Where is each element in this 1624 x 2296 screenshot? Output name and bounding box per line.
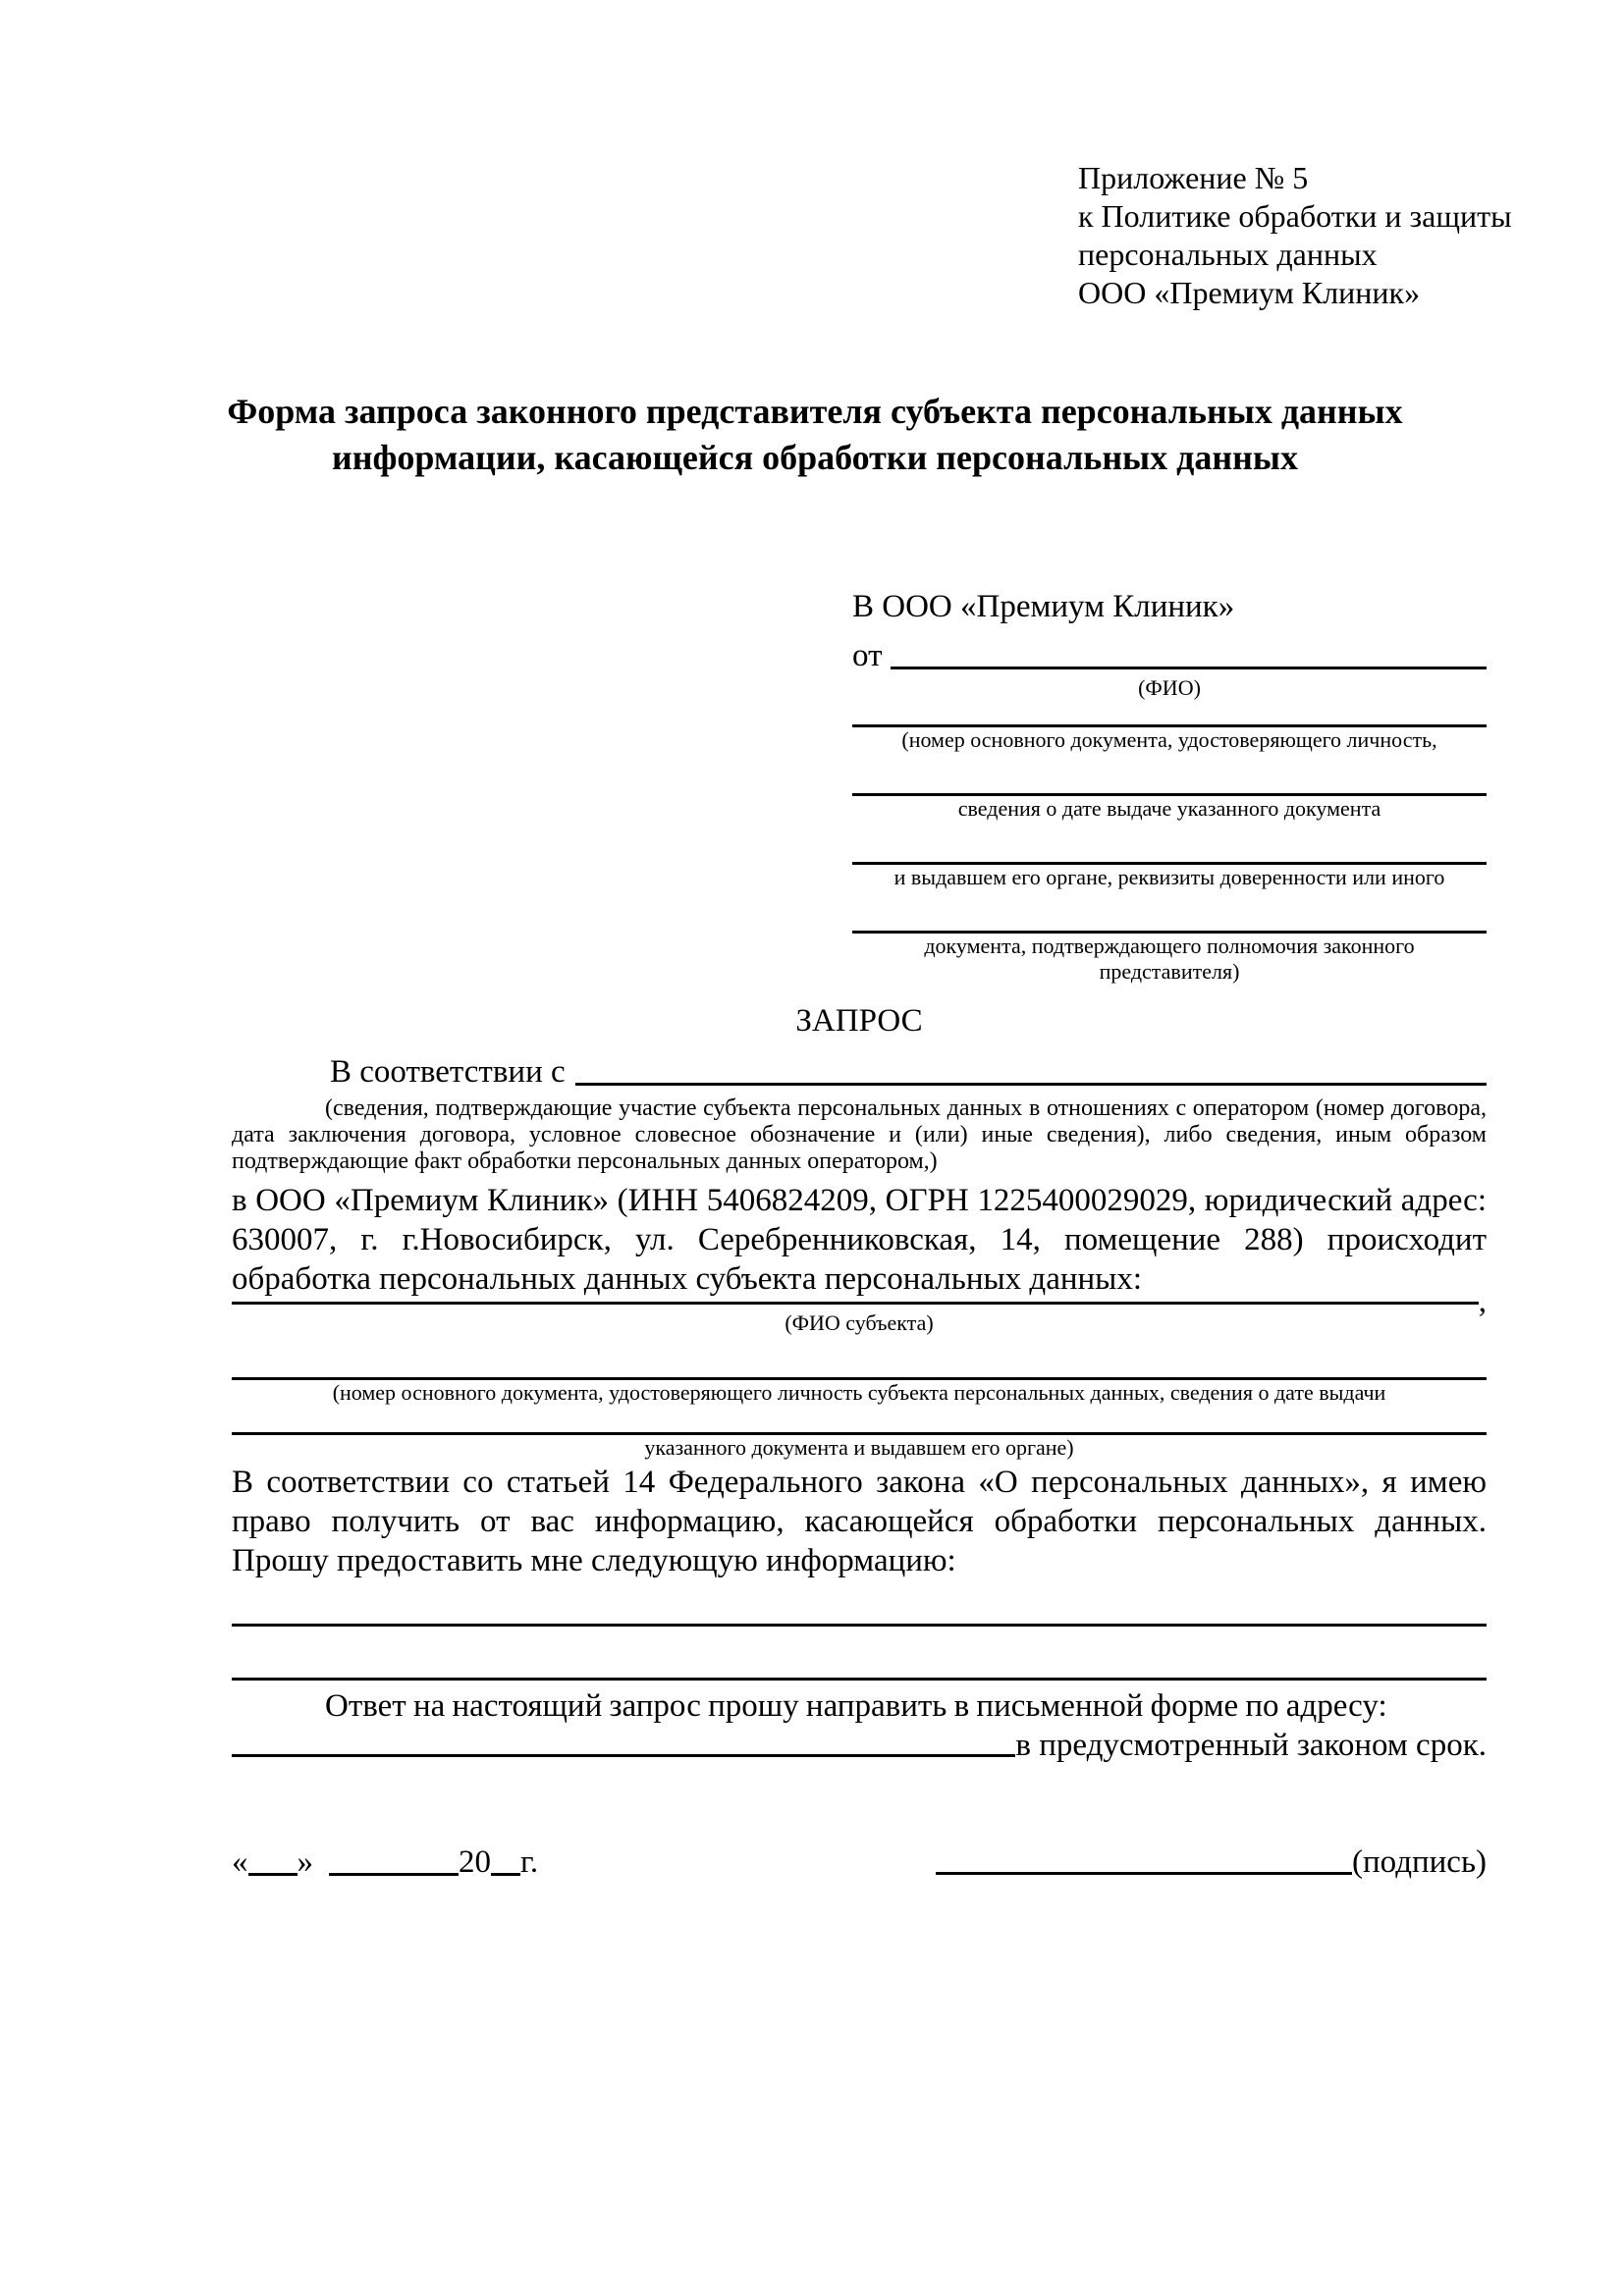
rep-doc-caption-2: сведения о дате выдаче указанного документа (957, 796, 1381, 821)
rep-doc-blank-line-3 (852, 822, 1487, 865)
answer-tail: в предусмотренный законом срок. (1015, 1728, 1487, 1763)
answer-paragraph: Ответ на настоящий запрос прошу направить в письменной форме по адресу: (325, 1688, 1387, 1724)
addressee-from-row (852, 636, 1487, 675)
date-month-blank (329, 1873, 459, 1876)
subject-doc-blank-line-2 (232, 1406, 1487, 1435)
accordance-caption: (сведения, подтверждающие участие субъекта персональных данных в отношениях с оператором (номер договора, дата заключения договора, условное словесное обозначение и (или) иные сведения), либо сведения, иным образом подтверждающие факт обработки персональных данных оператором,) (232, 1095, 1487, 1174)
accordance-row (232, 1052, 1487, 1092)
annex-line-1: Приложение № 5 (1078, 160, 1309, 195)
addressee-block (852, 587, 1487, 985)
subject-doc-blank-line-1 (232, 1336, 1487, 1380)
info-blank-line-1 (232, 1580, 1487, 1627)
law-paragraph: В соответствии со статьей 14 Федерального закона «О персональных данных», я имею право получить от вас информацию, касающейся обработки персональных данных. Прошу предоставить мне следующую информацию: (232, 1465, 1487, 1578)
request-heading: ЗАПРОС (795, 1003, 923, 1039)
subject-fio-blank-line (232, 1287, 1479, 1305)
operator-paragraph: в ООО «Премиум Клиник» (ИНН 5406824209, ОГРН 1225400029029, юридический адрес: 630007, г. г.Новосибирск, ул. Серебренниковская, 14, помещение 288) происходит обработка персональных данных субъекта персональных данных: (232, 1183, 1487, 1297)
subject-doc-caption-2: указанного документа и выдавшем его органе) (644, 1435, 1074, 1460)
addressee-to: В ООО «Премиум Клиник» (852, 589, 1235, 624)
signature-block (936, 1842, 1487, 1883)
date-year-prefix: 20 (459, 1844, 491, 1880)
request-body (232, 1001, 1487, 1765)
date-year-blank (491, 1873, 520, 1876)
date-day-blank (248, 1873, 298, 1876)
date-signature-row (232, 1842, 1487, 1883)
annex-line-4: ООО «Премиум Клиник» (1078, 275, 1421, 310)
rep-doc-blank-line-4 (852, 890, 1487, 934)
fio-caption: (ФИО) (1138, 675, 1201, 700)
date-line (232, 1842, 538, 1883)
rep-doc-caption-4: документа, подтверждающего полномочия законного представителя) (924, 934, 1415, 984)
date-quote-close: » (297, 1844, 313, 1880)
rep-doc-blank-line-2 (852, 753, 1487, 796)
document-title: Форма запроса законного представителя субъекта персональных данных информации, касающейся обработки персональных данных (227, 392, 1403, 477)
signature-blank-line (936, 1842, 1352, 1875)
address-row (232, 1726, 1487, 1765)
accordance-blank-line (575, 1052, 1487, 1086)
subject-fio-row (232, 1284, 1487, 1319)
addressee-from-label: от (852, 638, 883, 673)
annex-line-3: персональных данных (1078, 237, 1378, 272)
annex-block (1078, 159, 1512, 312)
rep-doc-caption-1: (номер основного документа, удостоверяющего личность, (901, 727, 1437, 752)
date-year-suffix: г. (520, 1844, 539, 1880)
address-blank-line (232, 1726, 1015, 1757)
date-quote-open: « (232, 1844, 248, 1880)
annex-line-2: к Политике обработки и защиты (1078, 198, 1512, 234)
rep-doc-blank-line-1 (852, 701, 1487, 727)
rep-doc-caption-3: и выдавшем его органе, реквизиты доверенности или иного (893, 865, 1445, 889)
subject-doc-caption-1: (номер основного документа, удостоверяющего личность субъекта персональных данных, сведения о дате выдачи (332, 1380, 1386, 1405)
info-blank-line-2 (232, 1627, 1487, 1681)
subject-fio-caption: (ФИО субъекта) (785, 1310, 934, 1335)
subject-fio-comma: , (1478, 1284, 1487, 1319)
fio-blank-line (891, 636, 1488, 669)
accordance-label: В соответствии с (330, 1054, 566, 1090)
signature-caption: (подпись) (1352, 1844, 1487, 1880)
